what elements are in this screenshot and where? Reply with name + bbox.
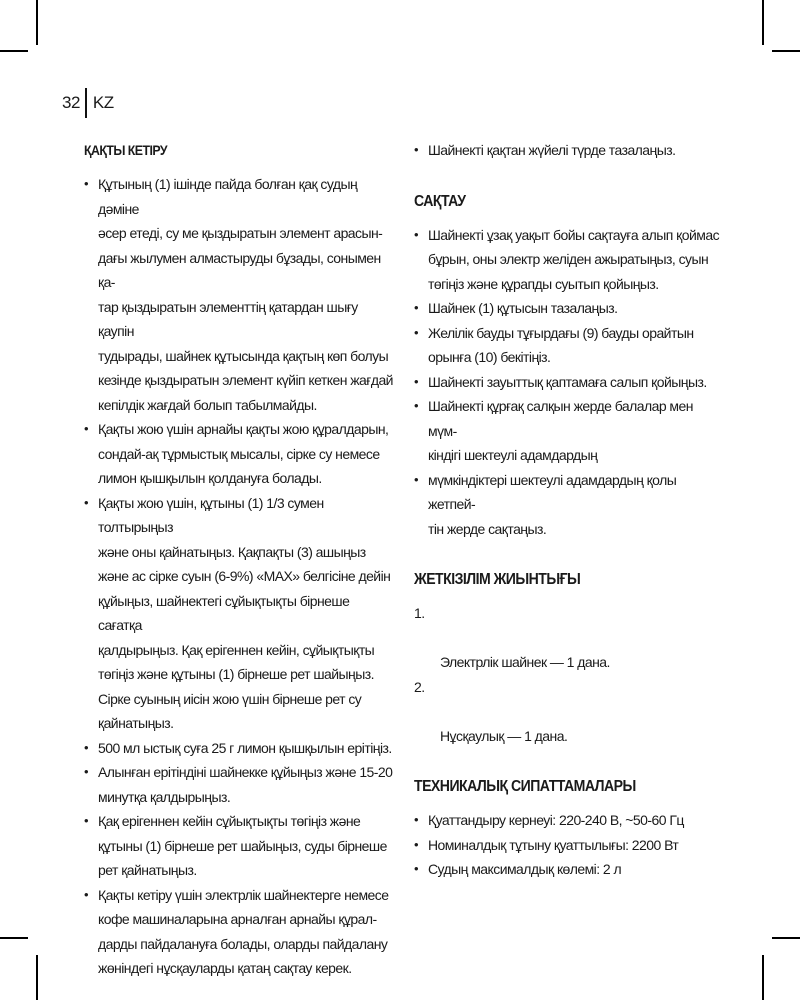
list-item: [414, 675, 720, 749]
list-item: • Шайнек (1) құтысын тазалаңыз.: [414, 296, 720, 321]
list-item: • Қақ ерігеннен кейін сұйықтықты төгіңіз және құтыны (1) бірнеше рет шайыңыз, суды бірнеше рет қайнатыңыз.: [84, 809, 394, 883]
list-item: • Шайнекті қақтан жүйелі түрде тазалаңыз.: [414, 138, 720, 163]
specs-list: [414, 808, 720, 882]
list-item: • Қуаттандыру кернеуі: 220-240 В, ~50-60 Гц: [414, 808, 720, 833]
crop-mark: [0, 937, 28, 939]
crop-mark: [762, 955, 764, 1000]
crop-mark: [36, 0, 38, 45]
storage-list: [414, 223, 720, 542]
list-item: • Шайнекті құрғақ салқын жерде балалар мен мүм- кіндігі шектеулі адамдардың: [414, 394, 720, 468]
section-title-storage: САҚТАУ: [414, 192, 466, 210]
list-number: 1.: [414, 605, 425, 621]
section-title-specs: ТЕХНИКАЛЫҚ СИПАТТАМАЛАРЫ: [414, 778, 636, 795]
list-item: • Алынған ерітіндіні шайнекке құйыңыз және 15-20 минутқа қалдырыңыз.: [84, 760, 394, 809]
list-item: • Судың максималдық көлемі: 2 л: [414, 857, 720, 882]
crop-mark: [772, 50, 800, 52]
header-divider: [85, 88, 87, 118]
descaling-continued-list: [414, 138, 720, 163]
list-item: • 500 мл ыстық суға 25 г лимон қышқылын ерітіңіз.: [84, 736, 394, 761]
list-item: • Желілік бауды тұғырдағы (9) бауды орайтын орынға (10) бекітіңіз.: [414, 321, 720, 370]
crop-mark: [762, 0, 764, 45]
list-item: • Шайнекті ұзақ уақыт бойы сақтауға алып қоймас бұрын, оны электр желіден ажыратыңыз, суын төгіңіз және құрапды суытып қойыңыз.: [414, 223, 720, 297]
delivery-list: [414, 601, 720, 748]
list-item: • Номиналдық тұтыну қуаттылығы: 2200 Вт: [414, 833, 720, 858]
crop-mark: [36, 955, 38, 1000]
list-item-text: Нұсқаулық — 1 дана.: [440, 727, 568, 744]
list-item: [414, 601, 720, 675]
language-code: KZ: [92, 93, 114, 112]
list-item: • мүмкіндіктері шектеулі адамдардың қолы жетпей- тін жерде сақтаңыз.: [414, 468, 720, 542]
list-item-text: Электрлік шайнек — 1 дана.: [440, 654, 610, 670]
crop-mark: [0, 50, 28, 52]
page-header: [62, 88, 114, 118]
list-item: • Қақты кетіру үшін электрлік шайнектерге немесе кофе машиналарына арналған арнайы құрал- дарды пайдалануға болады, оларды пайдалану жөніндегі нұсқауларды қатаң сақтау керек.: [84, 883, 394, 981]
section-title-delivery: ЖЕТКІЗІЛІМ ЖИЫНТЫҒЫ: [414, 571, 581, 588]
crop-mark: [772, 937, 800, 939]
right-column: [414, 138, 720, 882]
page-number: 32: [62, 93, 80, 112]
descaling-list: [84, 172, 394, 981]
list-number: 2.: [414, 678, 425, 695]
section-title-descaling: ҚАҚТЫ КЕТІРУ: [84, 142, 168, 158]
list-item: • Құтының (1) ішінде пайда болған қақ судың дәміне әсер етеді, су ме қыздыратын элемент арасын- дағы жылумен алмастыруды бұзады, сонымен қа- тар қыздыратын элементтің қатардан шығу қаупін тудырады, шайнек құтысында қақтың көп болуы кезінде қыздыратын элемент күйіп кеткен жағдай кепілдік жағдай болып табылмайды.: [84, 172, 394, 417]
list-item: • Қақты жою үшін арнайы қақты жою құралдарын, сондай-ақ тұрмыстық мысалы, сірке су немесе лимон қышқылын қолдануға болады.: [84, 417, 394, 491]
list-item: • Қақты жою үшін, құтыны (1) 1/3 сумен толтырыңыз және оны қайнатыңыз. Қақпақты (3) ашыңыз және ас сірке суын (6-9%) «MAX» белгісіне дейін құйыңыз, шайнектегі сұйықтықты бірнеше сағатқа қалдырыңыз. Қақ ерігеннен кейін, сұйықтықты төгіңіз және құтыны (1) бірнеше рет шайыңыз. Сірке суының иісін жою үшін бірнеше рет су қайнатыңыз.: [84, 491, 394, 736]
list-item: • Шайнекті зауыттық қаптамаға салып қойыңыз.: [414, 370, 720, 395]
left-column: [84, 138, 394, 981]
